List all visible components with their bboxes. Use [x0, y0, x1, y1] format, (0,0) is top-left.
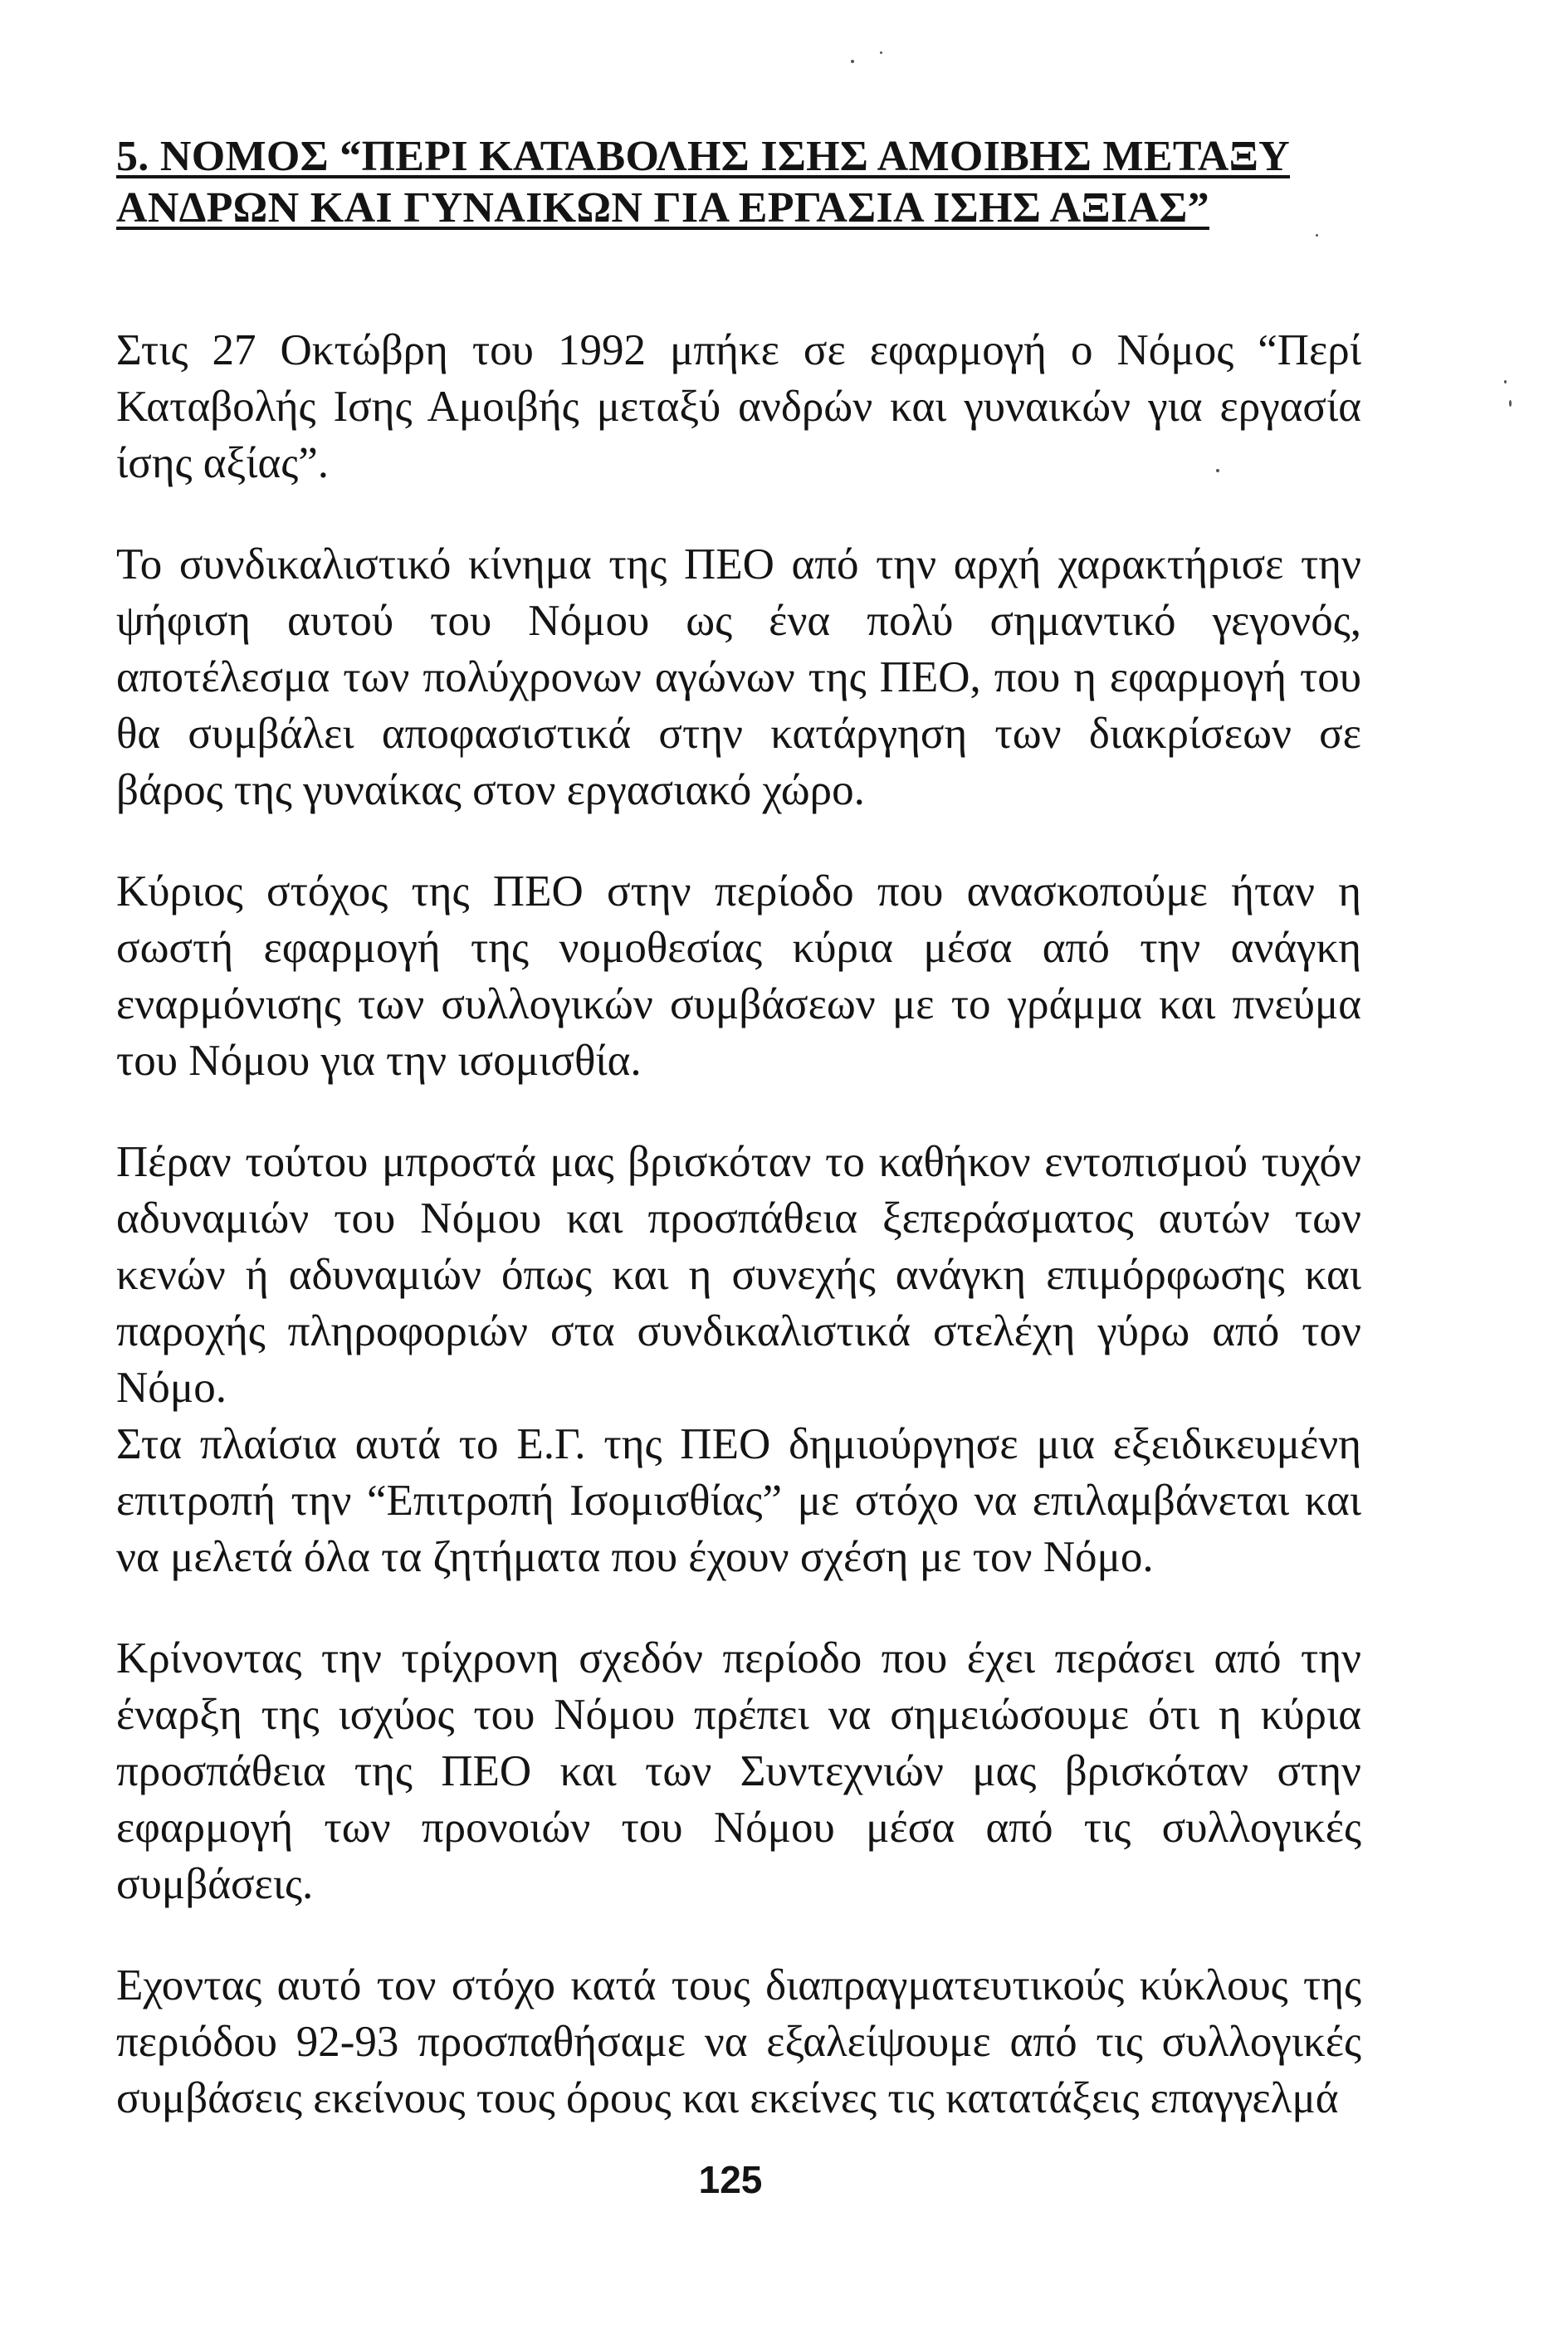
paragraph-three-year-review: Κρίνοντας την τρίχρονη σχεδόν περίοδο που έχει περάσει από την έναρξη της ισχύος του Νόμου πρέπει να σημειώσουμε ότι η κύρια προσπάθεια της ΠΕΟ και των Συντεχνιών μας βρισκόταν στην εφαρμογή των προνοιών του Νόμου μέσα από τις συλλογικές συμβάσεις. [116, 1634, 1361, 1908]
paragraph-main-goal: Κύριος στόχος της ΠΕΟ στην περίοδο που ανασκοπούμε ήταν η σωστή εφαρμογή της νομοθεσίας κύρια μέσα από την ανάγκη εναρμόνισης των συλλογικών συμβάσεων με το γράμμα και πνεύμα του Νόμου για την ισομισθία. [116, 867, 1361, 1085]
scan-speck [1509, 400, 1512, 407]
scan-speck [880, 51, 882, 54]
heading-line-2: ΑΝΔΡΩΝ ΚΑΙ ΓΥΝΑΙΚΩΝ ΓΙΑ ΕΡΓΑΣΙΑ ΙΣΗΣ ΑΞΙΑΣ” [116, 184, 1209, 232]
paragraph-law-enactment: Στις 27 Οκτώβρη του 1992 μπήκε σε εφαρμογή ο Νόμος “Περί Καταβολής Ισης Αμοιβής μεταξύ ανδρών και γυναικών για εργασία ίσης αξίας”. [116, 326, 1361, 487]
section-heading [116, 131, 1395, 234]
scan-speck [851, 60, 854, 63]
heading-line-1: 5. ΝΟΜΟΣ “ΠΕΡΙ ΚΑΤΑΒΟΛΗΣ ΙΣΗΣ ΑΜΟΙΒΗΣ ΜΕΤΑΞΥ [116, 133, 1291, 180]
paragraph-law-weaknesses: Πέραν τούτου μπροστά μας βρισκόταν το καθήκον εντοπισμού τυχόν αδυναμιών του Νόμου και προσπάθεια ξεπεράσματος αυτών των κενών ή αδυναμιών όπως και η συνεχής ανάγκη επιμόρφωσης και παροχής πληροφοριών στα συνδικαλιστικά στελέχη γύρω από τον Νόμο. [116, 1138, 1361, 1412]
paragraph-negotiation-cycles: Εχοντας αυτό τον στόχο κατά τους διαπραγματευτικούς κύκλους της περιόδου 92-93 προσπαθήσαμε να εξαλείψουμε από τις συλλογικές συμβάσεις εκείνους τους όρους και εκείνες τις κατατάξεις επαγγελμά [116, 1961, 1361, 2122]
scan-speck [1504, 380, 1507, 383]
body-text [116, 322, 1361, 2171]
scan-speck [1316, 234, 1318, 237]
page-number: 125 [698, 2158, 763, 2201]
paragraph-union-position: Το συνδικαλιστικό κίνημα της ΠΕΟ από την αρχή χαρακτήρισε την ψήφιση αυτού του Νόμου ως ένα πολύ σημαντικό γεγονός, αποτέλεσμα των πολύχρονων αγώνων της ΠΕΟ, που η εφαρμογή του θα συμβάλει αποφασιστικά στην κατάργηση των διακρίσεων σε βάρος της γυναίκας στον εργασιακό χώρο. [116, 540, 1361, 814]
paragraph-equal-pay-committee: Στα πλαίσια αυτά το Ε.Γ. της ΠΕΟ δημιούργησε μια εξειδικευμένη επιτροπή την “Επιτροπή Ισομισθίας” με στόχο να επιλαμβάνεται και να μελετά όλα τα ζητήματα που έχουν σχέση με τον Νόμο. [116, 1420, 1361, 1581]
scan-speck [1216, 469, 1219, 472]
